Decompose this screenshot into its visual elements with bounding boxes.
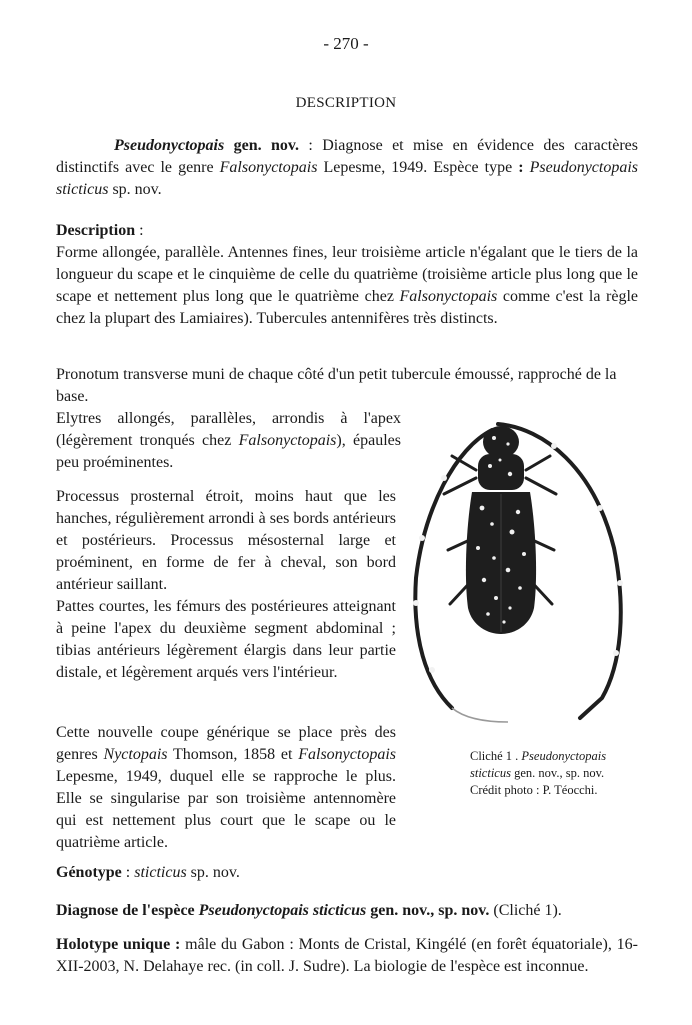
caption-title: Cliché 1 . Pseudonyctopais sticticus gen. nov., sp. nov. <box>470 749 607 780</box>
description-heading: Description : <box>56 222 144 239</box>
genus-ref: Falsonyctopais <box>238 432 337 449</box>
section-title: DESCRIPTION <box>295 95 397 111</box>
type-species: Pseudonyctopais sticticus <box>56 159 639 198</box>
diagnose-heading: Diagnose de l'espèce Pseudonyctopais sticticus gen. nov., sp. nov. (Cliché 1). <box>56 902 562 919</box>
genus-ref: Nyctopais <box>103 746 168 763</box>
beetle-photo <box>404 408 636 738</box>
beetle-icon <box>404 408 636 738</box>
type-colon: : <box>518 159 524 176</box>
description-paragraph-4: Processus prosternal étroit, moins haut que les hanches, régulièrement arrondi à ses bords antérieurs et postérieurs. Processus mésosternal large et proéminent, en forme de fer à cheval, son bord antérieur saillant. <box>56 488 396 593</box>
description-paragraph-6: Cette nouvelle coupe générique se place près des genres Nyctopais Thomson, 1858 et Falsonyctopais Lepesme, 1949, duquel elle se rapproche le plus. Elle se singularise par son troisième antennomère qui est nettement plus court que le scape ou le quatrième article. <box>56 724 396 851</box>
description-paragraph-1: Forme allongée, parallèle. Antennes fines, leur troisième article n'égalant que le tiers de la longueur du scape et le cinquième de celle du quatrième (troisième article plus long que le scape et nettement plus long que le quatrième chez Falsonyctopais comme c'est la règle chez la plupart des Lamiaires). Tubercules antennifères très distincts. <box>56 244 639 327</box>
genus-name: Pseudonyctopais <box>114 137 225 154</box>
genus-ref: Falsonyctopais <box>399 288 498 305</box>
description-paragraph-2: Pronotum transverse muni de chaque côté d'un petit tubercule émoussé, rapproché de la base. <box>56 366 617 405</box>
compare-genus: Falsonyctopais <box>219 159 318 176</box>
description-paragraph-5: Pattes courtes, les fémurs des postérieures atteignant à peine l'apex du deuxième segment abdominal ; tibias antérieurs légèrement élargis dans leur partie distale, et légèrement arqués vers l'intérieur. <box>56 598 396 681</box>
caption-credit: Crédit photo : P. Téocchi. <box>470 783 598 797</box>
holotype-paragraph: Holotype unique : mâle du Gabon : Monts de Cristal, Kingélé (en forêt équatoriale), 16-XII-2003, N. Delahaye rec. (in coll. J. Sudre). La biologie de l'espèce est inconnue. <box>56 936 638 975</box>
intro-text-1: : Diagnose et mise en évidence des caractères distinctifs avec le genre <box>56 137 638 176</box>
genus-ref: Falsonyctopais <box>298 746 396 763</box>
page-number: - 270 - <box>323 34 369 53</box>
genus-status: gen. nov. <box>233 137 300 154</box>
description-paragraph-3: Elytres allongés, parallèles, arrondis à l'apex (légèrement tronqués chez Falsonyctopais), épaules peu proéminentes. <box>56 410 401 471</box>
intro-paragraph <box>56 135 638 201</box>
figure-caption <box>470 748 640 799</box>
type-species-status: sp. nov. <box>108 181 162 198</box>
genotype-line: Génotype : sticticus sp. nov. <box>56 864 240 881</box>
intro-text-2: Lepesme, 1949. Espèce type <box>317 159 519 176</box>
